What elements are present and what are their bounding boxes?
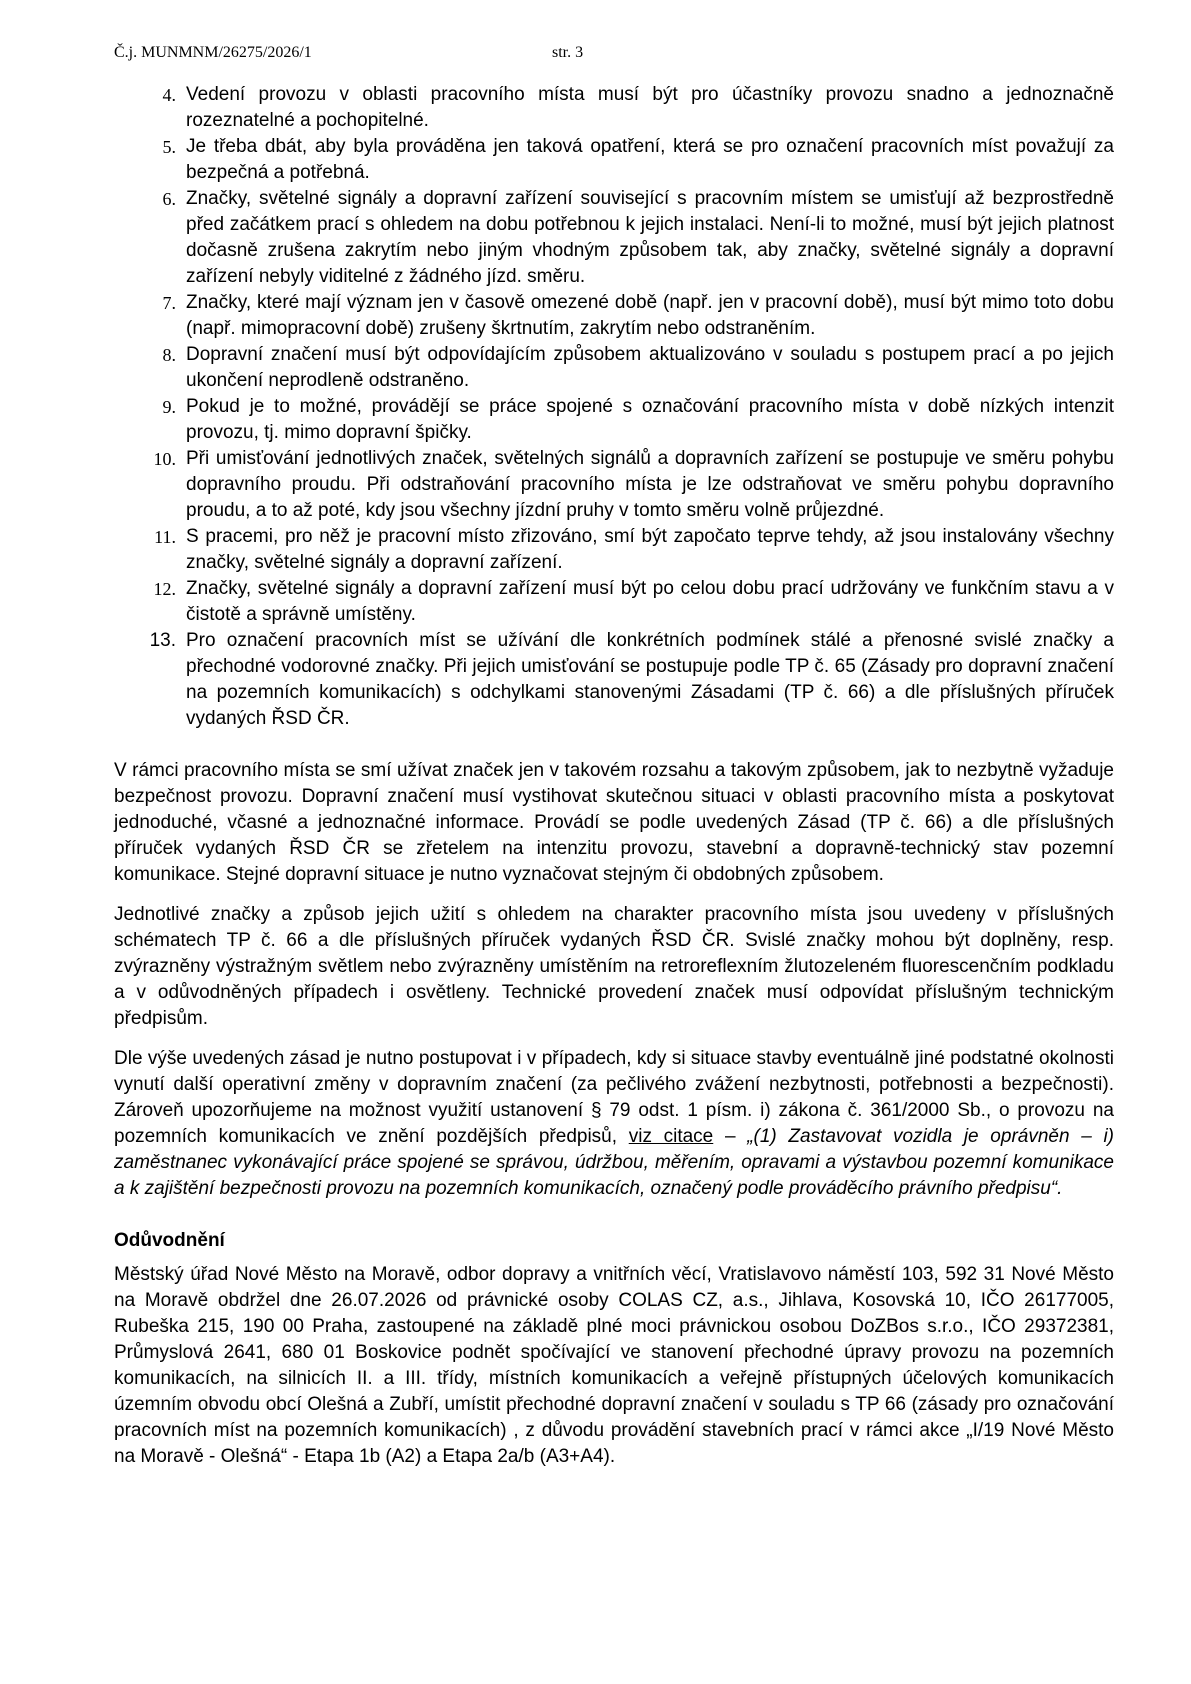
list-item-text: Dopravní značení musí být odpovídajícím způsobem aktualizováno v souladu s postupem prací a po jejich ukončení neprodleně odstraněno. (186, 344, 1114, 391)
list-item-number: 6. (162, 189, 176, 209)
list-item-text: Značky, které mají význam jen v časově omezené době (např. jen v pracovní době), musí být mimo toto dobu (např. mimopracovní době) zrušeny škrtnutím, zakrytím nebo odstraněním. (186, 292, 1114, 339)
list-item-text: Značky, světelné signály a dopravní zařízení musí být po celou dobu prací udržovány ve funkčním stavu a v čistotě a správně umístěny. (186, 578, 1114, 625)
list-item-number: 7. (162, 293, 176, 313)
list-item (114, 82, 1114, 134)
list-item (114, 290, 1114, 342)
paragraph-justification: Městský úřad Nové Město na Moravě, odbor dopravy a vnitřních věcí, Vratislavovo náměstí 103, 592 31 Nové Město na Moravě obdržel dne 26.07.2026 od právnické osoby COLAS CZ, a.s., Jihlava, Kosovská 10, IČO 26177005, Rubeška 215, 190 00 Praha, zastoupené na základě plné moci právnickou osobou DoZBos s.r.o., IČO 29372381, Průmyslová 2641, 680 01 Boskovice podnět spočívající ve stanovení přechodné úpravy provozu na pozemních komunikacích, na silnicích II. a III. třídy, místních komunikacích a veřejně přístupných účelových komunikacích územním obvodu obcí Olešná a Zubří, umístit přechodné dopravní značení v souladu s TP 66 (zásady pro označování pracovních míst na pozemních komunikacích) , z důvodu provádění stavebních prací v rámci akce „I/19 Nové Město na Moravě - Olešná“ - Etapa 1b (A2) a Etapa 2a/b (A3+A4). (114, 1264, 1114, 1467)
list-item (114, 134, 1114, 186)
list-item-number: 11. (154, 527, 176, 547)
paragraph-sign-types: Jednotlivé značky a způsob jejich užití s ohledem na charakter pracovního místa jsou uvedeny v příslušných schématech TP č. 66 a dle příslušných příruček vydaných ŘSD ČR. Svislé značky mohou být doplněny, resp. zvýrazněny výstražným světlem nebo zvýrazněny umístěním na retroreflexním žlutozeleném fluorescenčním podkladu a v odůvodněných případech i osvětleny. Technické provedení značek musí odpovídat příslušným technickým předpisům. (114, 904, 1114, 1029)
list-item-text: Vedení provozu v oblasti pracovního místa musí být pro účastníky provozu snadno a jednoznačně rozeznatelné a pochopitelné. (186, 84, 1114, 131)
paragraph-legal-reference (114, 1046, 1114, 1202)
document-body (114, 82, 1114, 1470)
page-number: str. 3 (552, 44, 584, 61)
list-item-text: Pro označení pracovních míst se užívání dle konkrétních podmínek stálé a přenosné svislé značky a přechodné vodorovné značky. Při jejich umisťování se postupuje podle TP č. 65 (Zásady pro dopravní značení na pozemních komunikacích) s odchylkami stanovenými Zásadami (TP č. 66) a dle příslušných příruček vydaných ŘSD ČR. (186, 630, 1114, 729)
list-item-text: Při umisťování jednotlivých značek, světelných signálů a dopravních zařízení se postupuje ve směru pohybu dopravního proudu. Při odstraňování pracovního místa je lze odstraňovat ve směru pohybu dopravního proudu, a to až poté, kdy jsou všechny jízdní pruhy v tomto směru volně průjezdné. (186, 448, 1114, 521)
list-item-number: 5. (162, 137, 176, 157)
list-item-number: 9. (162, 397, 176, 417)
list-item (114, 524, 1114, 576)
paragraph-usage-scope: V rámci pracovního místa se smí užívat značek jen v takovém rozsahu a takovým způsobem, jak to nezbytně vyžaduje bezpečnost provozu. Dopravní značení musí vystihovat skutečnou situaci v oblasti pracovního místa a poskytovat jednoduché, včasné a jednoznačné informace. Provádí se podle uvedených Zásad (TP č. 66) a dle příslušných příruček vydaných ŘSD ČR se zřetelem na intenzitu provozu, stavební a dopravně-technický stav pozemní komunikace. Stejné dopravní situace je nutno vyznačovat stejným či obdobných způsobem. (114, 760, 1114, 885)
list-item-number: 12. (153, 579, 176, 599)
list-item (114, 394, 1114, 446)
numbered-list (114, 82, 1114, 732)
list-item (114, 186, 1114, 290)
list-item-number: 4. (162, 85, 176, 105)
list-item-number: 10. (153, 449, 176, 469)
list-item-text: Je třeba dbát, aby byla prováděna jen taková opatření, která se pro označení pracovních míst považují za bezpečná a potřebná. (186, 136, 1114, 183)
list-item (114, 342, 1114, 394)
list-item-text: Značky, světelné signály a dopravní zařízení související s pracovním místem se umisťují až bezprostředně před začátkem prací s ohledem na dobu potřebnou k jejich instalaci. Není-li to možné, musí být jejich platnost dočasně zrušena zakrytím nebo jiným vhodným způsobem tak, aby značky, světelné signály a dopravní zařízení nebyly viditelné z žádného jízd. směru. (186, 188, 1114, 287)
citation-quote: „(1) Zastavovat vozidla je oprávněn – i) zaměstnanec vykonávající práce spojené se správou, údržbou, měřením, opravami a výstavbou pozemní komunikace a k zajištění bezpečnosti provozu na pozemních komunikacích, označený podle prováděcího právního předpisu“. (114, 1126, 1115, 1199)
section-heading: Odůvodnění (114, 1230, 225, 1251)
list-item-text: Pokud je to možné, provádějí se práce spojené s označování pracovního místa v době nízkých intenzit provozu, tj. mimo dopravní špičky. (186, 396, 1114, 443)
list-item-number: 8. (162, 345, 176, 365)
list-item-text: S pracemi, pro něž je pracovní místo zřizováno, smí být započato teprve tehdy, až jsou instalovány všechny značky, světelné signály a dopravní zařízení. (186, 526, 1114, 573)
page-header (114, 44, 634, 68)
list-item (114, 446, 1114, 524)
legal-reference-text: Dle výše uvedených zásad je nutno postupovat i v případech, kdy si situace stavby eventuálně jiné podstatné okolnosti vynutí další operativní změny v dopravním značení (za pečlivého zvážení nezbytnosti, potřebnosti a bezpečnosti). Zároveň upozorňujeme na možnost využití ustanovení § 79 odst. 1 písm. i) zákona č. 361/2000 Sb., o provozu na pozemních komunikacích ve znění pozdějších předpisů, (114, 1048, 1114, 1147)
reference-number: Č.j. MUNMNM/26275/2026/1 (114, 44, 312, 61)
citation-link: viz citace (628, 1126, 714, 1147)
list-item-number: 13. (149, 630, 176, 651)
citation-dash: – (713, 1126, 748, 1147)
list-item (114, 576, 1114, 628)
list-item (114, 628, 1114, 732)
